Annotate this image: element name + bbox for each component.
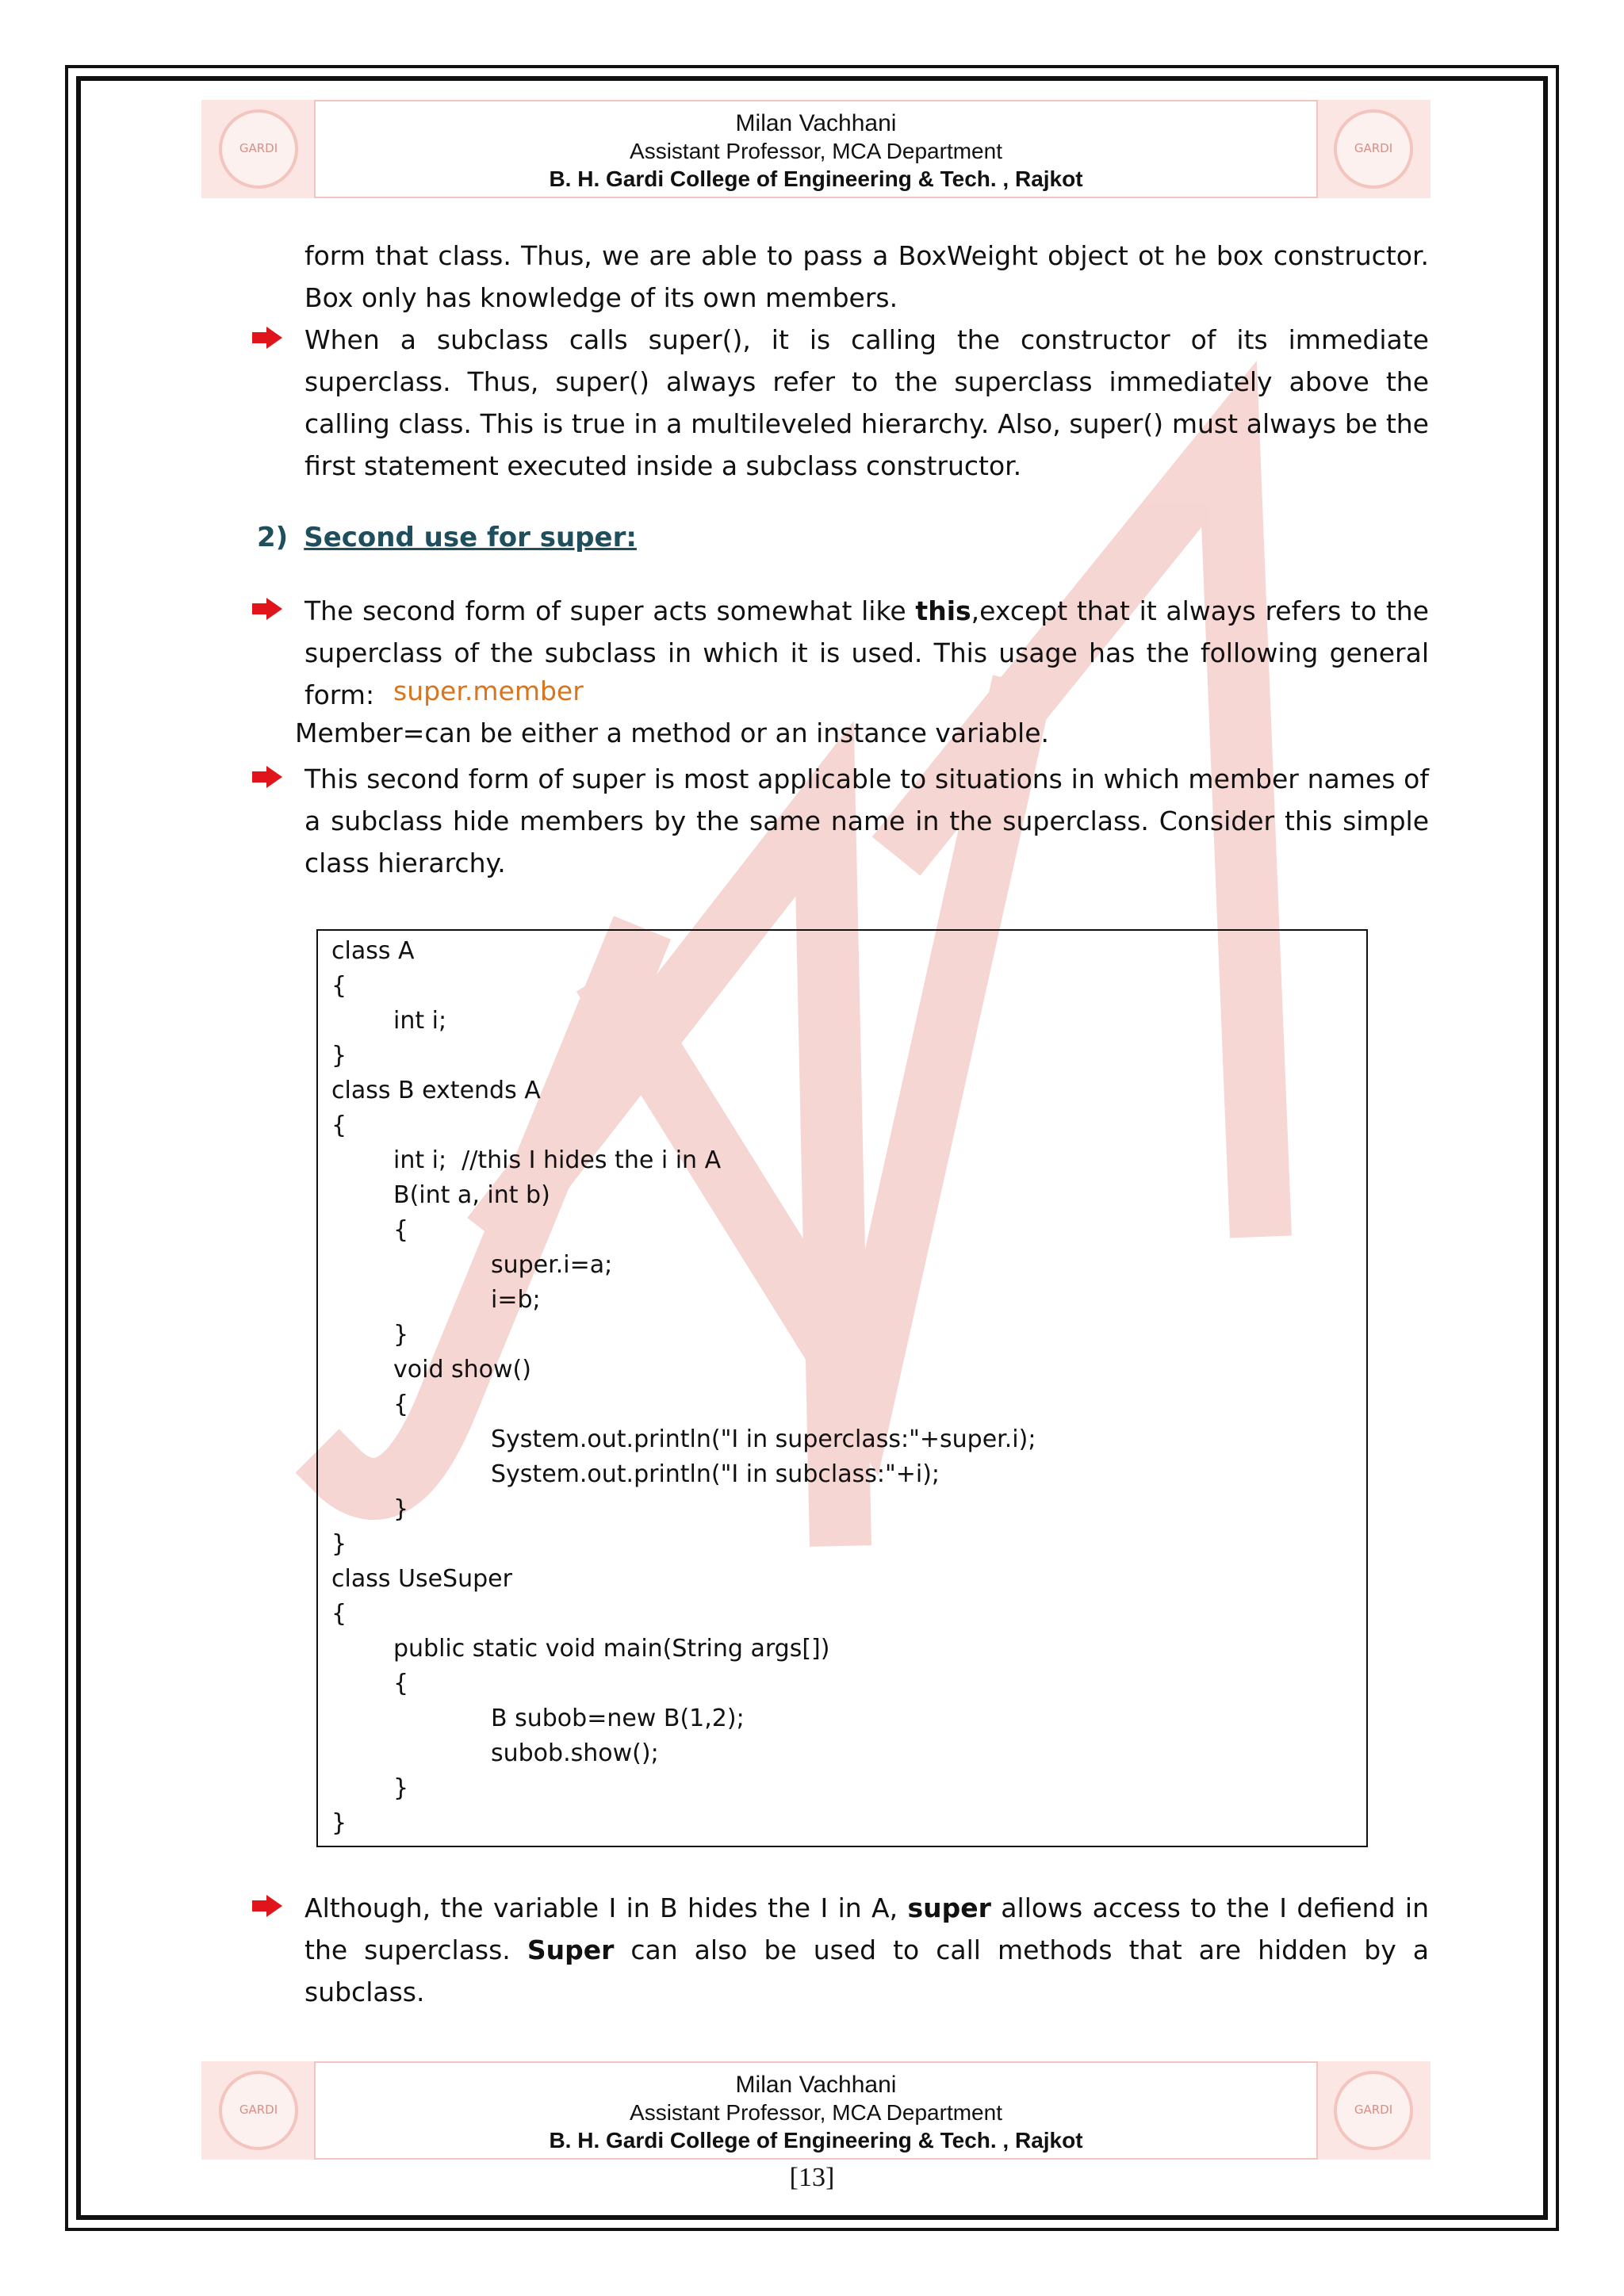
super-member-syntax: super.member [393,675,584,706]
code-example-box [316,929,1368,1847]
college-name: B. H. Gardi College of Engineering & Tech. , Rajkot [549,166,1083,191]
college-logo-icon: GARDI [1334,2071,1413,2150]
member-definition: Member=can be either a method or an instance variable. [295,718,1050,748]
code-line: public static void main(String args[]) [393,1635,830,1663]
code-line: { [393,1670,409,1697]
code-line: int i; //this I hides the i in A [393,1146,722,1174]
code-line: } [331,1530,347,1558]
code-line: subob.show(); [491,1739,659,1767]
code-line: } [393,1495,409,1523]
code-line: } [331,1809,347,1837]
paragraph-second-form: The second form of super acts somewhat like this,except that it always refers to the superclass of the subclass in which it is used. This usage has the following general form: [304,595,1429,710]
author-name: Milan Vachhani [735,2072,897,2098]
heading-text: Second use for super: [304,522,637,553]
code-line: System.out.println("I in superclass:"+super.i); [491,1425,1036,1453]
code-line: B subob=new B(1,2); [491,1705,745,1732]
arrow-bullet-icon [252,766,282,788]
paragraph-applicable: This second form of super is most applicable to situations in which member names of a subclass hide members by the same name in the superclass. Consider this simple class hierarchy. [304,763,1429,878]
code-line: int i; [393,1007,447,1035]
college-logo-icon: GARDI [1334,109,1413,189]
code-line: i=b; [491,1286,541,1314]
paragraph-continuation: form that class. Thus, we are able to pass a BoxWeight object ot he box constructor. Box only has knowledge of its own members. [304,240,1429,313]
code-line: super.i=a; [491,1251,613,1279]
arrow-bullet-icon [252,1895,282,1917]
arrow-bullet-icon [252,598,282,620]
code-line: } [393,1774,409,1802]
code-line: { [393,1391,409,1418]
author-name: Milan Vachhani [735,110,897,136]
code-line: B(int a, int b) [393,1181,550,1209]
arrow-bullet-icon [252,327,282,349]
code-line: { [331,1600,347,1628]
paragraph-super-calls: When a subclass calls super(), it is calling the constructor of its immediate superclass. Thus, super() always refer to the superclass immediately above the calling class. This is true in a multileveled hierarchy. Also, super() must always be the first statement executed inside a subclass constructor. [304,324,1429,481]
section-heading [257,522,637,553]
college-logo-icon: GARDI [219,2071,298,2150]
code-line: } [393,1321,409,1349]
code-line: } [331,1042,347,1070]
code-line: class A [331,937,415,965]
heading-number: 2) [257,522,289,553]
code-line: System.out.println("I in subclass:"+i); [491,1460,940,1488]
author-role: Assistant Professor, MCA Department [630,2100,1002,2125]
college-logo-icon: GARDI [219,109,298,189]
author-role: Assistant Professor, MCA Department [630,139,1002,163]
page-footer [201,2061,1431,2160]
paragraph-although: Although, the variable I in B hides the I in A, super allows access to the I defiend in the superclass. Super can also be used to call methods that are hidden by a subclass. [304,1892,1430,2007]
code-line: class B extends A [331,1077,541,1104]
code-line: { [331,1112,347,1139]
code-line: { [331,972,347,1000]
code-line: { [393,1216,409,1244]
code-line: void show() [393,1356,531,1383]
college-name: B. H. Gardi College of Engineering & Tech. , Rajkot [549,2128,1083,2152]
code-line: class UseSuper [331,1565,512,1593]
footer-card [314,2061,1318,2160]
page-number: [13] [789,2163,835,2192]
